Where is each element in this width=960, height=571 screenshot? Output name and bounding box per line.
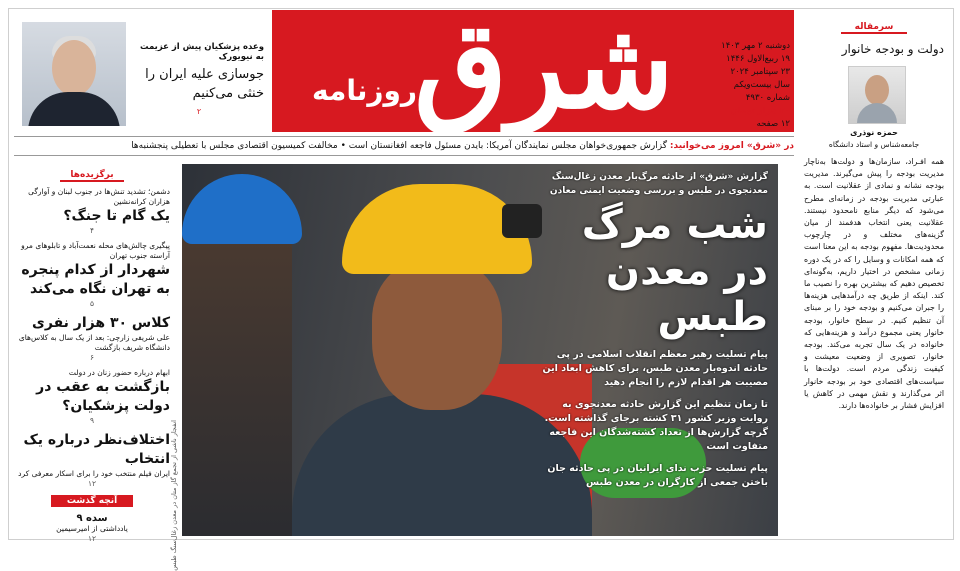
editorial-tag: سرمقاله: [841, 22, 908, 34]
photo-helmet-lamp: [502, 204, 542, 238]
editorial-author-photo: [848, 66, 906, 124]
issue-year: سال بیست‌ویکم: [733, 80, 790, 90]
teaser-page: ۲: [196, 107, 202, 116]
ticker-text: گزارش جمهوری‌خواهان مجلس نمایندگان آمریکا: بایدن مسئول فاجعه افغانستان است • مخالفت کمیسیون اقتصادی مجلس با تعطیلی پنجشنبه‌ها: [131, 141, 668, 151]
photo-miner-left: [182, 234, 292, 536]
highlight-item[interactable]: [14, 241, 170, 308]
editorial-author-face: [865, 75, 889, 105]
highlight-headline: اختلاف‌نظر درباره یک انتخاب: [23, 432, 170, 467]
issue-pages: ۱۲ صفحه: [756, 119, 790, 129]
highlight-kicker: ابهام درباره حضور زنان در دولت: [68, 368, 170, 377]
main-kicker: گزارش «شرق» از حادثه مرگ‌بار معدن زغال‌سنگ معدنجوی در طبس و بررسی وضعیت ایمنی معادن: [549, 172, 768, 196]
main-para-3: پیام تسلیت حزب ندای ایرانیان در پی حادثه جان باختن جمعی از کارگران در معدن طبس: [547, 463, 768, 488]
masthead-paper-word: روزنامه: [312, 74, 417, 107]
highlight-headline: شهردار از کدام پنجره به تهران نگاه می‌کند: [21, 262, 170, 297]
masthead-title: شرق: [414, 0, 674, 136]
highlight-sub: علی شریفی زارچی: بعد از یک سال به کلاس‌های دانشگاه شریف بازگشت: [18, 333, 170, 352]
editorial-column: [804, 14, 944, 534]
highlight-kicker: پیگیری چالش‌های محله نعمت‌آباد و تابلوهای مرو آراسته جنوب تهران: [21, 241, 170, 260]
highlight-kicker: دشمن؛ تشدید تنش‌ها در جنوب لبنان و آوارگی هزاران کرانه‌نشین: [28, 187, 170, 206]
main-para-1: پیام تسلیت رهبر معظم انقلاب اسلامی در پی حادثه اندوه‌بار معدن طبس، برای کاهش ابعاد این مصیبت هر اقدام لازم را انجام دهید: [542, 349, 768, 388]
highlight-page: ۹: [89, 416, 95, 425]
teaser-kicker: وعده پزشکیان پیش از عزیمت به نیویورک: [139, 42, 264, 62]
highlights-header: برگزیده‌ها: [60, 170, 123, 182]
photo-blue-helmet: [182, 174, 302, 244]
editorial-author-role: جامعه‌شناس و استاد دانشگاه: [828, 140, 920, 149]
past-item[interactable]: [14, 513, 170, 543]
ticker-label: در «شرق» امروز می‌خوانید:: [669, 141, 794, 151]
teaser-headline: جوسازی علیه ایران را خنثی می‌کنیم: [145, 67, 264, 101]
issue-number: شماره ۴۹۳۰: [745, 93, 790, 103]
highlight-headline: یک گام تا جنگ؟: [63, 208, 170, 224]
photo-caption: انفجار ناشی از تجمع گاز متان در معدن زغال‌سنگ طبس: [170, 420, 178, 571]
highlight-page: ۴: [89, 226, 95, 235]
editorial-title[interactable]: دولت و بودجه خانوار: [841, 42, 944, 56]
teaser-photo: [22, 22, 126, 126]
highlight-sub: ایران فیلم منتخب خود را برای اسکار معرفی کرد: [18, 469, 170, 478]
highlight-item[interactable]: [14, 368, 170, 425]
highlights-column: [14, 162, 170, 543]
issue-price: ۲۰ هزار تومان: [730, 106, 790, 116]
teaser-photo-suit: [28, 92, 120, 126]
past-headline: سده ۹: [76, 513, 108, 524]
past-sub: یادداشتی از امیرسیمین: [56, 524, 128, 533]
date-hijri: ۱۹ ربیع‌الاول ۱۴۴۶: [726, 54, 790, 64]
highlight-item[interactable]: [14, 314, 170, 362]
ticker: [14, 136, 794, 156]
date-weekday: دوشنبه ۲ مهر ۱۴۰۳: [721, 41, 790, 51]
teaser-photo-face: [52, 40, 96, 96]
highlight-page: ۶: [89, 353, 95, 362]
main-para-2: تا زمان تنظیم این گزارش حادثه معدنجوی به روایت وزیر کشور ۳۱ کشته برجای گذاشته است. گرچه گزارش‌ها از تعداد کشته‌شدگان این فاجعه متفاوت است: [544, 399, 768, 452]
highlight-page: ۱۲: [87, 479, 97, 488]
editorial-author: حمزه نوذری: [850, 128, 898, 137]
date-gregorian: ۲۳ سپتامبر ۲۰۲۴: [730, 67, 790, 77]
highlight-item[interactable]: [14, 431, 170, 488]
past-page: ۱۲: [87, 534, 97, 543]
editorial-author-body: [857, 103, 897, 123]
photo-miner-face: [372, 260, 502, 410]
highlight-headline: کلاس ۳۰ هزار نفری: [32, 315, 170, 331]
past-tag: آنچه گذشت: [51, 495, 133, 507]
teaser[interactable]: [134, 42, 264, 116]
main-headline: شب مرگ در معدن طبس: [581, 202, 768, 340]
main-story[interactable]: [540, 170, 768, 490]
highlight-headline: بازگشت به عقب در دولت پزشکیان؟: [36, 379, 170, 414]
date-block: [710, 40, 790, 131]
editorial-body: همه افـراد، سازمان‌ها و دولت‌ها به‌ناچار مدیریت بودجه را پیش می‌گیرند. مدیریت بودجه نشانه و نمادی از عقلانیت است. به عبارتی مدیریت بودجه در زمانه‌ای مطرح می‌شود که دیگر منابع نامحدود نیستند. عقلانیت یعنی انتخاب هدفمند از میان گزینه‌های مختلف و در چارچوب محدودیت‌ها. مفهوم بودجه به این معنا است که همه امکانات و وسایل را که در یک دوره زمانی مشخص در اختیار داریم، به‌گونه‌ای تخصیص دهیم که بیشترین بهره را نصیب ما کند. اینکه از طریق چه درآمدهایی هزینه‌ها را جبران می‌کنیم و بودجه خود را بر مبنای آن تنظیم کنیم. در سطح خانوار، بودجه خانوار یعنی مجموع درآمد و هزینه‌هایی که خانواده در یک سال تجربه می‌کند. بودجه خانوار، تصویری از وضعیت معیشت و کیفیت زندگی مردم است. دولت‌ها با سیاست‌های اقتصادی خود بر بودجه خانوار اثر می‌گذارند و نقش مهمی در کاهش یا افزایش فشار بر خانواده‌ها دارند.: [804, 157, 944, 411]
highlight-page: ۵: [89, 299, 95, 308]
highlight-item[interactable]: [14, 187, 170, 235]
